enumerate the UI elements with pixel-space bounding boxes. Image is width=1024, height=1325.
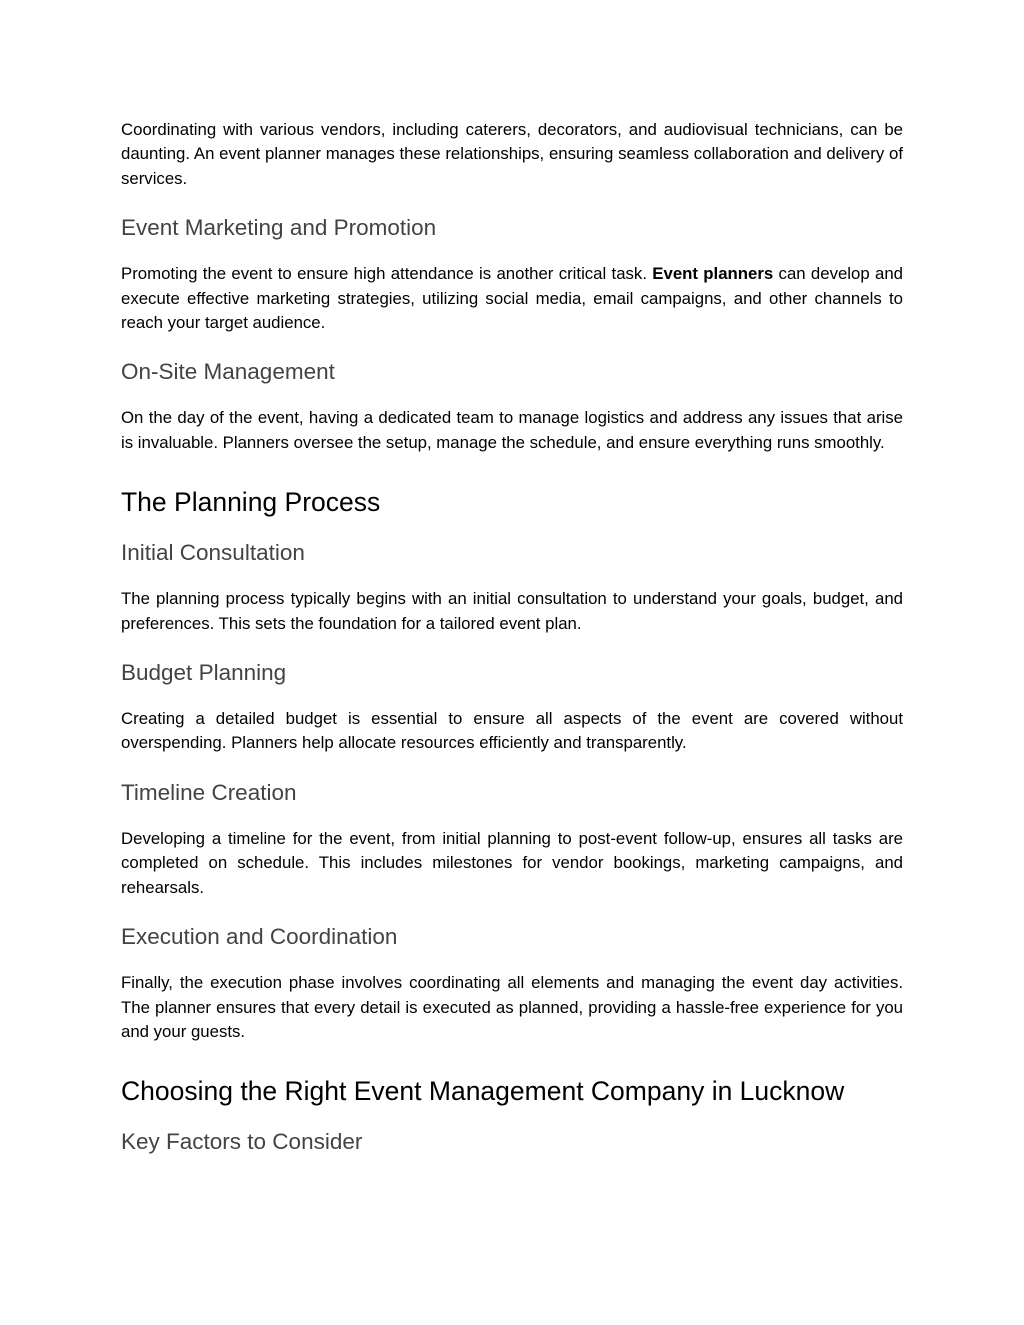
document-page	[121, 118, 903, 1156]
heading-budget-planning: Budget Planning	[121, 660, 287, 686]
heading-planning-process: The Planning Process	[121, 487, 381, 518]
heading-choosing-company: Choosing the Right Event Management Company in Lucknow	[121, 1076, 845, 1107]
paragraph-timeline-creation: Developing a timeline for the event, from initial planning to post-event follow-up, ensures all tasks are completed on schedule. This includes milestones for vendor bookings, marketing campaigns, and rehearsals.	[121, 828, 903, 897]
paragraph-text: Promoting the event to ensure high attendance is another critical task.	[121, 264, 653, 284]
bold-keyword: Event planners	[652, 264, 774, 284]
paragraph-event-marketing	[121, 262, 903, 335]
heading-key-factors: Key Factors to Consider	[121, 1129, 363, 1155]
heading-initial-consultation: Initial Consultation	[121, 540, 305, 566]
paragraph-budget-planning: Creating a detailed budget is essential to ensure all aspects of the event are covered without overspending. Planners help allocate resources efficiently and transparently.	[121, 709, 903, 753]
paragraph-vendor-coordination: Coordinating with various vendors, including caterers, decorators, and audiovisual technicians, can be daunting. An event planner manages these relationships, ensuring seamless collaboration and delivery of services.	[121, 120, 903, 188]
paragraph-on-site-management: On the day of the event, having a dedicated team to manage logistics and address any issues that arise is invaluable. Planners oversee the setup, manage the schedule, and ensure everything runs smoothly.	[121, 408, 903, 452]
heading-on-site-management: On-Site Management	[121, 359, 335, 385]
heading-event-marketing: Event Marketing and Promotion	[121, 215, 437, 241]
paragraph-execution-coordination: Finally, the execution phase involves coordinating all elements and managing the event day activities. The planner ensures that every detail is executed as planned, providing a hassle-free experience for you and your guests.	[121, 973, 903, 1041]
paragraph-initial-consultation: The planning process typically begins with an initial consultation to understand your goals, budget, and preferences. This sets the foundation for a tailored event plan.	[121, 589, 903, 633]
heading-timeline-creation: Timeline Creation	[121, 779, 297, 805]
heading-execution-coordination: Execution and Coordination	[121, 924, 398, 950]
paragraph-text: can develop and execute effective marketing strategies, utilizing social media, email campaigns, and other channels to reach your target audience.	[121, 264, 903, 333]
